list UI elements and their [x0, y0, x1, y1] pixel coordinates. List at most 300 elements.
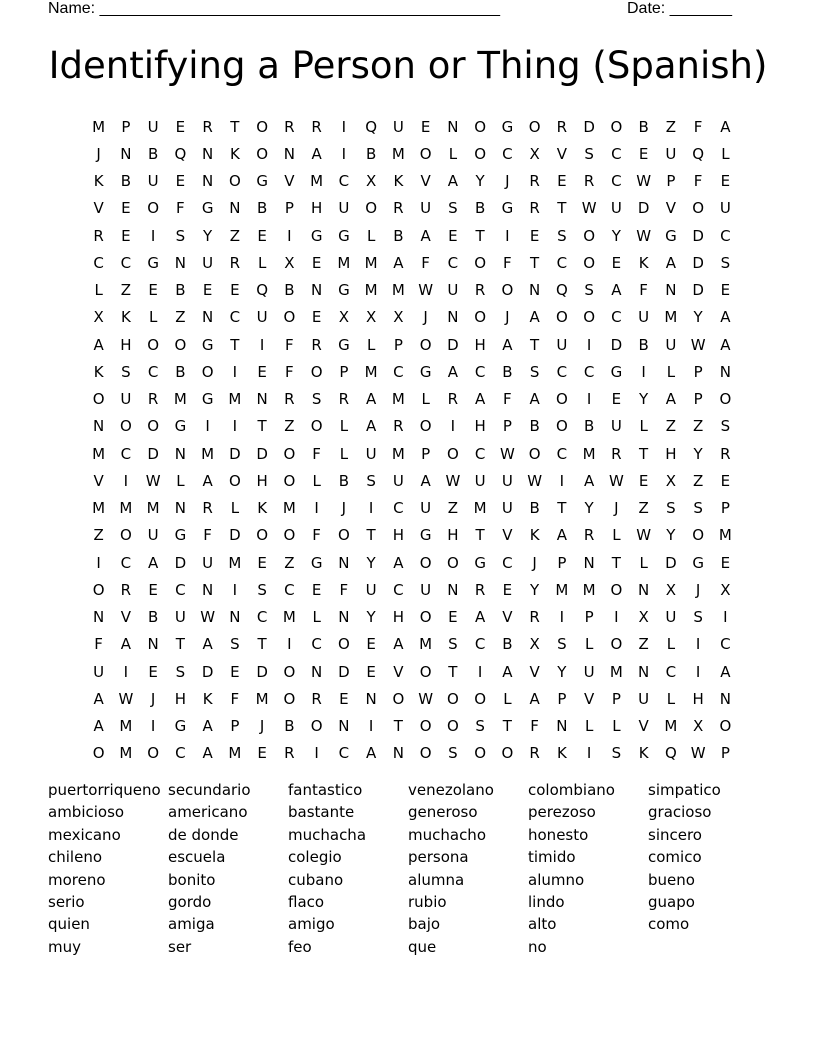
grid-letter: E — [148, 580, 158, 599]
grid-letter: C — [611, 144, 622, 163]
grid-letter: L — [94, 281, 103, 300]
grid-letter: S — [475, 717, 485, 736]
grid-letter: M — [609, 662, 623, 681]
grid-letter: F — [693, 172, 703, 191]
grid-letter: A — [393, 553, 404, 572]
grid-letter: O — [610, 635, 623, 654]
grid-letter: S — [584, 281, 594, 300]
grid-letter: B — [284, 717, 295, 736]
grid-letter: F — [94, 635, 103, 654]
grid-letter: M — [201, 444, 215, 463]
grid-letter: E — [366, 635, 376, 654]
grid-letter: A — [611, 281, 622, 300]
grid-letter: G — [256, 172, 268, 191]
grid-letter: P — [121, 117, 131, 136]
grid-letter: E — [611, 253, 622, 272]
grid-letter: F — [230, 689, 240, 708]
grid-letter: J — [532, 553, 537, 572]
grid-letter: O — [610, 580, 623, 599]
grid-letter: D — [692, 253, 704, 272]
grid-letter: U — [174, 608, 186, 627]
grid-letter: M — [282, 499, 296, 518]
grid-letter: N — [583, 553, 595, 572]
grid-row — [85, 604, 739, 631]
grid-letter: A — [529, 689, 540, 708]
grid-letter: E — [121, 226, 131, 245]
word-list-item: lindo — [528, 892, 565, 911]
grid-letter: Z — [692, 417, 704, 436]
grid-letter: O — [419, 717, 432, 736]
grid-letter: K — [393, 172, 404, 191]
grid-letter: B — [147, 144, 159, 163]
grid-letter: B — [393, 226, 404, 245]
grid-letter: M — [337, 253, 351, 272]
grid-letter: C — [229, 308, 241, 327]
grid-letter: T — [502, 717, 512, 736]
grid-letter: P — [557, 689, 567, 708]
grid-letter: S — [311, 390, 322, 409]
grid-letter: Z — [175, 308, 186, 327]
grid-letter: O — [446, 689, 459, 708]
grid-letter: O — [256, 117, 269, 136]
grid-letter: E — [311, 253, 322, 272]
grid-letter: C — [474, 444, 486, 463]
grid-letter: T — [475, 226, 485, 245]
grid-letter: X — [692, 717, 704, 736]
grid-letter: A — [665, 253, 676, 272]
grid-letter: B — [175, 281, 186, 300]
grid-letter: C — [720, 226, 731, 245]
grid-letter: J — [96, 144, 101, 163]
grid-row — [85, 222, 739, 249]
grid-letter: X — [638, 608, 649, 627]
grid-letter: T — [611, 553, 621, 572]
grid-letter: L — [312, 608, 321, 627]
grid-letter: F — [285, 335, 294, 354]
grid-letter: O — [692, 526, 705, 545]
grid-letter: K — [257, 499, 268, 518]
grid-letter: O — [256, 144, 269, 163]
grid-letter: O — [692, 199, 705, 218]
grid-letter: K — [556, 744, 567, 763]
grid-letter: P — [720, 499, 730, 518]
grid-letter: T — [530, 335, 540, 354]
grid-letter: H — [392, 526, 405, 545]
grid-letter: R — [202, 499, 213, 518]
grid-letter: B — [120, 172, 132, 191]
grid-letter: V — [502, 608, 513, 627]
grid-letter: B — [502, 362, 513, 381]
grid-letter: C — [556, 362, 568, 381]
grid-letter: W — [581, 199, 597, 218]
grid-row — [85, 549, 739, 576]
grid-letter: A — [365, 744, 377, 763]
grid-letter: U — [420, 199, 432, 218]
grid-letter: S — [448, 199, 458, 218]
grid-letter: S — [693, 608, 703, 627]
grid-letter: K — [93, 362, 104, 381]
grid-letter: H — [392, 608, 405, 627]
grid-letter: P — [666, 172, 676, 191]
grid-letter: T — [175, 635, 185, 654]
grid-letter: O — [147, 744, 160, 763]
grid-letter: T — [530, 253, 540, 272]
grid-letter: Q — [664, 744, 677, 763]
grid-letter: M — [92, 117, 106, 136]
grid-letter: B — [474, 199, 486, 218]
grid-letter: O — [555, 417, 568, 436]
grid-letter: R — [284, 390, 295, 409]
grid-letter: V — [665, 199, 676, 218]
grid-letter: F — [503, 253, 512, 272]
grid-row — [85, 386, 739, 413]
grid-letter: B — [502, 635, 513, 654]
word-list-item: bueno — [648, 870, 695, 889]
grid-letter: L — [721, 144, 730, 163]
word-list-item: comico — [648, 848, 702, 867]
grid-letter: E — [148, 662, 158, 681]
grid-letter: Q — [174, 144, 187, 163]
grid-letter: V — [638, 717, 649, 736]
grid-letter: P — [693, 390, 703, 409]
grid-letter: I — [641, 362, 646, 381]
grid-letter: U — [202, 253, 214, 272]
grid-letter: M — [664, 717, 678, 736]
grid-letter: O — [337, 526, 350, 545]
grid-letter: C — [474, 635, 486, 654]
grid-letter: D — [147, 444, 159, 463]
grid-letter: C — [120, 253, 132, 272]
grid-letter: M — [391, 444, 405, 463]
grid-letter: P — [284, 199, 294, 218]
grid-letter: N — [202, 144, 214, 163]
grid-letter: N — [229, 199, 241, 218]
grid-letter: A — [420, 471, 431, 490]
grid-row — [85, 440, 739, 467]
grid-letter: N — [719, 689, 731, 708]
grid-letter: N — [120, 144, 132, 163]
grid-letter: O — [419, 417, 432, 436]
grid-letter: L — [230, 499, 240, 518]
grid-letter: U — [638, 308, 650, 327]
grid-letter: R — [393, 417, 404, 436]
grid-letter: P — [584, 608, 594, 627]
grid-letter: I — [341, 117, 347, 136]
grid-letter: E — [720, 172, 731, 191]
name-field-line: Name: _____________________________________________ — [48, 0, 500, 17]
grid-letter: C — [474, 362, 486, 381]
grid-letter: N — [93, 417, 105, 436]
grid-letter: M — [92, 444, 106, 463]
grid-letter: Z — [229, 226, 241, 245]
grid-letter: N — [311, 281, 323, 300]
grid-letter: D — [610, 335, 623, 354]
grid-letter: W — [690, 744, 706, 763]
grid-letter: S — [584, 144, 594, 163]
word-list-item: secundario — [168, 781, 251, 799]
grid-letter: I — [723, 608, 728, 627]
grid-letter: O — [474, 308, 487, 327]
grid-letter: U — [338, 199, 350, 218]
word-list-item: sincero — [648, 825, 702, 844]
grid-row — [85, 495, 739, 522]
grid-letter: I — [559, 608, 565, 627]
grid-letter: G — [692, 553, 704, 572]
grid-letter: U — [583, 662, 595, 681]
grid-letter: T — [257, 417, 267, 436]
grid-letter: C — [665, 662, 677, 681]
grid-letter: C — [338, 744, 350, 763]
grid-letter: N — [283, 144, 295, 163]
grid-letter: U — [474, 471, 486, 490]
grid-letter: O — [446, 444, 459, 463]
grid-letter: E — [148, 281, 158, 300]
grid-letter: S — [720, 417, 731, 436]
grid-row — [85, 713, 739, 740]
grid-letter: L — [176, 471, 185, 490]
grid-letter: D — [229, 444, 241, 463]
grid-letter: D — [229, 526, 241, 545]
grid-letter: R — [284, 117, 295, 136]
grid-letter: Q — [692, 144, 705, 163]
grid-letter: B — [175, 362, 186, 381]
grid-letter: M — [255, 689, 269, 708]
grid-letter: G — [310, 553, 323, 572]
word-list-item: simpatico — [648, 781, 721, 799]
grid-letter: U — [610, 417, 622, 436]
grid-letter: U — [719, 199, 731, 218]
grid-letter: G — [174, 717, 187, 736]
grid-letter: Y — [693, 444, 703, 463]
word-list-item: que — [408, 937, 437, 956]
grid-letter: C — [120, 553, 132, 572]
word-list-item: bonito — [168, 870, 216, 889]
grid-letter: P — [502, 417, 512, 436]
grid-letter: O — [283, 308, 296, 327]
grid-letter: O — [92, 390, 105, 409]
grid-letter: C — [393, 362, 404, 381]
grid-letter: C — [147, 362, 159, 381]
grid-letter: O — [201, 362, 214, 381]
grid-letter: A — [447, 172, 458, 191]
grid-letter: M — [473, 499, 487, 518]
grid-letter: Z — [284, 417, 295, 436]
grid-letter: J — [341, 499, 347, 518]
word-list-item: no — [528, 937, 547, 956]
grid-letter: E — [502, 580, 513, 599]
grid-letter: M — [555, 580, 569, 599]
grid-letter: E — [257, 744, 267, 763]
grid-letter: C — [120, 444, 132, 463]
word-list-item: ser — [168, 937, 192, 956]
grid-letter: Q — [555, 281, 568, 300]
grid-letter: D — [174, 553, 187, 572]
word-list-item: alumno — [528, 870, 585, 889]
grid-letter: S — [611, 744, 622, 763]
grid-letter: X — [720, 580, 731, 599]
grid-letter: D — [256, 444, 268, 463]
grid-letter: D — [447, 335, 459, 354]
grid-row — [85, 195, 739, 222]
grid-row — [85, 522, 739, 549]
grid-letter: A — [447, 362, 458, 381]
grid-letter: O — [256, 526, 269, 545]
grid-letter: U — [392, 117, 404, 136]
grid-letter: B — [338, 471, 350, 490]
grid-letter: L — [666, 635, 676, 654]
grid-letter: G — [310, 226, 323, 245]
grid-letter: D — [692, 226, 704, 245]
grid-letter: D — [637, 199, 650, 218]
grid-letter: W — [527, 471, 543, 490]
word-list-item: gordo — [168, 892, 212, 911]
grid-letter: V — [502, 526, 513, 545]
word-list-item: americano — [168, 803, 248, 822]
grid-letter: X — [665, 471, 677, 490]
grid-letter: M — [173, 390, 187, 409]
grid-letter: N — [174, 253, 186, 272]
grid-letter: R — [529, 744, 540, 763]
grid-letter: C — [502, 553, 513, 572]
grid-letter: O — [610, 117, 623, 136]
grid-letter: J — [505, 172, 510, 191]
name-date-line — [48, 0, 748, 20]
grid-letter: N — [174, 499, 186, 518]
grid-letter: N — [556, 717, 568, 736]
grid-letter: P — [720, 744, 730, 763]
grid-letter: O — [92, 744, 105, 763]
grid-letter: Z — [665, 117, 677, 136]
grid-letter: O — [501, 281, 514, 300]
word-list-item: ambicioso — [48, 803, 125, 822]
grid-letter: C — [583, 362, 595, 381]
grid-letter: F — [203, 526, 212, 545]
grid-row — [85, 740, 739, 767]
grid-letter: O — [474, 144, 487, 163]
grid-letter: S — [557, 226, 567, 245]
grid-letter: E — [202, 281, 213, 300]
word-list-item: fantastico — [288, 781, 363, 799]
grid-letter: J — [614, 499, 619, 518]
grid-letter: E — [448, 226, 458, 245]
grid-letter: O — [583, 226, 596, 245]
grid-letter: P — [421, 444, 431, 463]
grid-letter: L — [584, 635, 594, 654]
grid-letter: L — [366, 335, 376, 354]
grid-letter: A — [720, 308, 731, 327]
grid-letter: C — [502, 144, 513, 163]
grid-row — [85, 113, 739, 140]
grid-letter: I — [368, 499, 374, 518]
grid-letter: O — [337, 635, 350, 654]
grid-letter: F — [312, 444, 321, 463]
grid-letter: T — [257, 635, 267, 654]
grid-letter: N — [665, 281, 677, 300]
grid-letter: O — [283, 689, 296, 708]
grid-letter: R — [229, 253, 241, 272]
grid-letter: F — [530, 717, 539, 736]
grid-letter: Z — [93, 526, 104, 545]
grid-letter: J — [423, 308, 428, 327]
grid-row — [85, 685, 739, 712]
grid-letter: U — [447, 281, 459, 300]
grid-letter: V — [420, 172, 431, 191]
grid-letter: P — [393, 335, 403, 354]
grid-letter: G — [474, 553, 486, 572]
grid-letter: I — [505, 226, 510, 245]
grid-letter: O — [119, 526, 132, 545]
grid-letter: N — [202, 308, 214, 327]
grid-letter: G — [174, 417, 187, 436]
grid-letter: A — [365, 390, 377, 409]
grid-letter: U — [93, 662, 105, 681]
grid-letter: O — [310, 417, 323, 436]
grid-letter: C — [284, 580, 295, 599]
word-list-item: timido — [528, 848, 576, 867]
grid-letter: A — [720, 117, 731, 136]
grid-letter: O — [283, 526, 296, 545]
grid-letter: V — [120, 608, 131, 627]
grid-letter: N — [392, 744, 404, 763]
grid-letter: S — [366, 471, 376, 490]
grid-letter: W — [445, 471, 461, 490]
grid-letter: L — [339, 444, 349, 463]
grid-letter: M — [664, 308, 678, 327]
grid-row — [85, 304, 739, 331]
grid-letter: O — [392, 689, 405, 708]
grid-letter: E — [311, 308, 322, 327]
grid-letter: P — [339, 362, 349, 381]
grid-letter: E — [366, 662, 376, 681]
grid-letter: I — [477, 662, 483, 681]
grid-letter: F — [693, 117, 703, 136]
grid-letter: I — [287, 635, 292, 654]
grid-letter: I — [259, 335, 265, 354]
grid-letter: A — [93, 717, 104, 736]
grid-letter: T — [366, 526, 376, 545]
grid-letter: W — [145, 471, 161, 490]
grid-letter: H — [256, 471, 268, 490]
grid-letter: N — [256, 390, 268, 409]
grid-letter: O — [419, 744, 432, 763]
grid-letter: K — [529, 526, 540, 545]
grid-letter: C — [611, 308, 622, 327]
grid-letter: A — [529, 308, 540, 327]
grid-letter: G — [174, 526, 187, 545]
grid-letter: T — [639, 444, 649, 463]
grid-letter: O — [228, 471, 241, 490]
grid-letter: N — [147, 635, 159, 654]
grid-letter: X — [365, 308, 377, 327]
grid-letter: C — [720, 635, 731, 654]
grid-letter: T — [230, 117, 240, 136]
grid-letter: Y — [666, 526, 676, 545]
grid-letter: E — [121, 199, 131, 218]
grid-letter: O — [228, 172, 241, 191]
word-list-item: venezolano — [408, 781, 494, 799]
grid-letter: Y — [203, 226, 213, 245]
word-list-item: como — [648, 915, 690, 934]
grid-letter: U — [665, 608, 677, 627]
grid-letter: V — [93, 471, 104, 490]
grid-letter: O — [310, 717, 323, 736]
grid-letter: F — [503, 390, 512, 409]
word-list-item: persona — [408, 848, 469, 867]
grid-letter: I — [123, 471, 129, 490]
grid-letter: U — [420, 499, 432, 518]
grid-letter: B — [583, 417, 595, 436]
grid-letter: W — [418, 281, 434, 300]
